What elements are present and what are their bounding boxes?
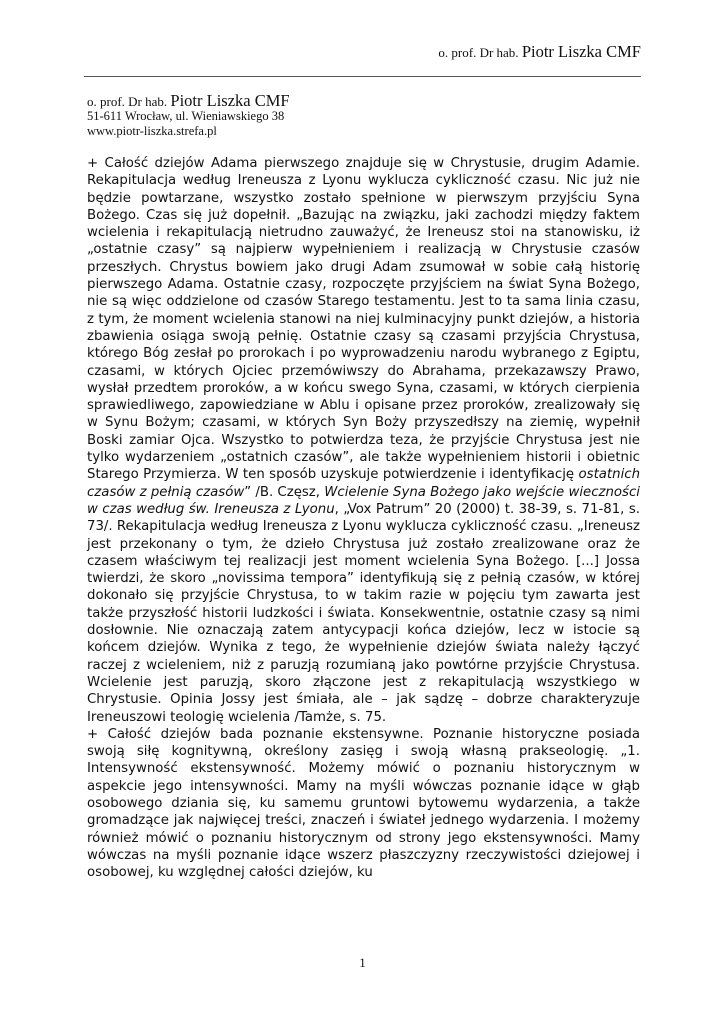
paragraph-1-text-c: , „Vox Patrum” 20 (2000) t. 38-39, s. 71-81, s. 73/. Rekapitulacja według Ireneusza z Lyonu wyklucza cykliczność czasu. „Ireneusz jest przekonany o tym, że dzieło Chrystusa już zostało zrealizowane oraz że czasem właściwym tej realizacji jest moment wcielenia Syna Bożego. [...] Jossa twierdzi, że skoro „novissima tempora” identyfikują się z pełnią czasów, w której dokonało się przyjście Chrystusa, to w takim razie w pojęciu tym zawarta jest także przyszłość historii ludzkości i świata. Konsekwentnie, ostatnie czasy są nimi dosłownie. Nie oznaczają zatem antycypacji końca dziejów, lecz w istocie są końcem dziejów. Wynika z tego, że wypełnienie dziejów świata należy łączyć raczej z wcieleniem, niż z paruzją rozumianą jako powtórne przyjście Chrystusa. Wcielenie jest paruzją, skoro złączone jest z rekapitulacją wszystkiego w Chrystusie. Opinia Jossy jest śmiała, ale – jak sądzę – dobrze charakteryzuje Ireneuszowi teologię wcielenia /Tamże, s. 75. — [87, 501, 640, 725]
paragraph-2 — [87, 726, 640, 882]
author-line — [87, 93, 290, 109]
running-header — [438, 42, 641, 62]
paragraph-1-text-b: ” /B. Częsz, — [244, 484, 325, 500]
author-address-block — [87, 93, 290, 139]
paragraph-1-italic-2: Wcielenie Syna Bożego jako wejście wieczności w czas według św. Ireneusza z Lyonu — [87, 484, 640, 517]
running-header-author: Piotr Liszka CMF — [521, 42, 641, 61]
paragraph-1 — [87, 155, 640, 726]
page-number: 1 — [359, 955, 366, 970]
body-text — [87, 155, 640, 881]
author-prefix: o. prof. Dr hab. — [87, 94, 168, 109]
author-street: 51-611 Wrocław, ul. Wieniawskiego 38 — [87, 109, 285, 123]
paragraph-1-italic-1: ostatnich czasów z pełnią czasów — [87, 467, 640, 500]
paragraph-2-text: + Całość dziejów bada poznanie ekstensywne. Poznanie historyczne posiada swoją siłę kognitywną, określony zasięg i swoją własną prakseologię. „1. Intensywność ekstensywność. Możemy mówić o poznaniu historycznym w aspekcie jego intensywności. Mamy na myśli wówczas poznanie idące w głąb osobowego dziania się, ku samemu gruntowi bytowemu wydarzenia, a także gromadzące jak najwięcej treści, znaczeń i świateł jednego wydarzenia. I możemy również mówić o poznaniu historycznym od strony jego ekstensywności. Mamy wówczas na myśli poznanie idące wszerz płaszczyzny rzeczywistości dziejowej i osobowej, ku względnej całości dziejów, ku — [87, 726, 640, 881]
paragraph-1-text-a: + Całość dziejów Adama pierwszego znajduje się w Chrystusie, drugim Adamie. Rekapitulacja według Ireneusza z Lyonu wyklucza cykliczność czasu. Nic już nie będzie powtarzane, wszystko zostało spełnione w pierwszym przyjściu Syna Bożego. Czas się już dopełnił. „Bazując na związku, jaki zachodzi między faktem wcielenia i rekapitulacją nietrudno zauważyć, że Ireneusz stoi na stanowisku, iż „ostatnie czasy” są najpierw wypełnieniem i realizacją w Chrystusie czasów przeszłych. Chrystus bowiem jako drugi Adam zsumował w sobie całą historię pierwszego Adama. Ostatnie czasy, rozpoczęte przyjściem na świat Syna Bożego, nie są więc oddzielone od czasów Starego testamentu. Jest to ta sama linia czasu, z tym, że moment wcielenia stanowi na niej kulminacyjny punkt dziejów, a historia zbawienia osiąga swoją pełnię. Ostatnie czasy są czasami przyjścia Chrystusa, którego Bóg zesłał po prorokach i po wyprowadzeniu narodu wybranego z Egiptu, czasami, w których Ojciec przemówiwszy do Abrahama, przekazawszy Prawo, wysłał przedtem proroków, a w końcu swego Syna, czasami, w których cierpienia sprawiedliwego, zapowiedziane w Ablu i opisane przez proroków, zrealizowały się w Synu Bożym; czasami, w których Syn Boży przyszedłszy na ziemię, wypełnił Boski zamiar Ojca. Wszystko to potwierdza teza, że przyjście Chrystusa jest nie tylko wydarzeniem „ostatnich czasów”, ale także wypełnieniem historii i obietnic Starego Przymierza. W ten sposób uzyskuje potwierdzenie i identyfikację — [87, 156, 640, 483]
author-name: Piotr Liszka CMF — [170, 91, 290, 110]
author-website: www.piotr-liszka.strefa.pl — [87, 124, 217, 138]
header-divider — [84, 76, 641, 77]
running-header-prefix: o. prof. Dr hab. — [438, 45, 519, 60]
